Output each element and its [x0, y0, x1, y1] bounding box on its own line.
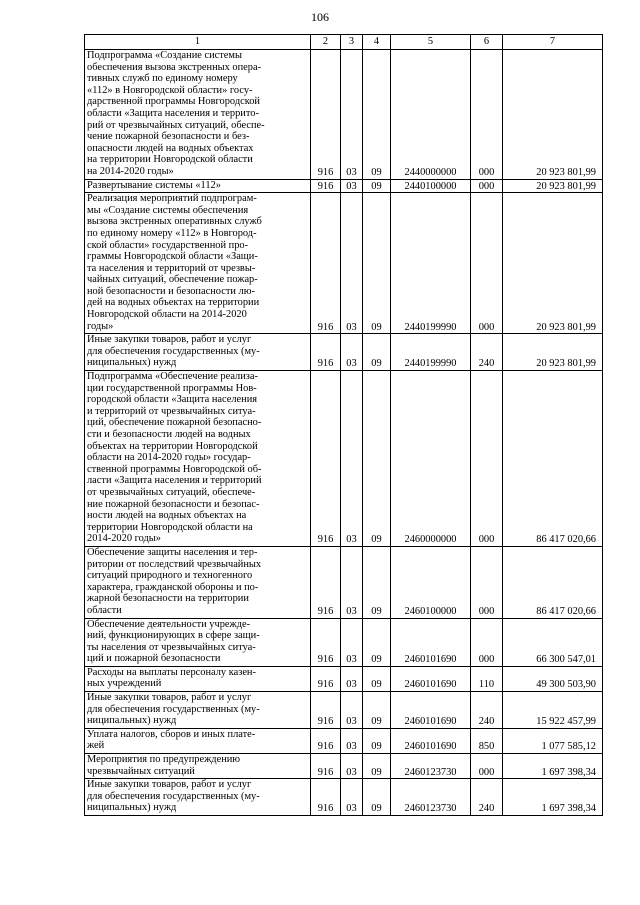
budget-table: [84, 34, 603, 816]
expense-name-line: характера, гражданской обороны и по-: [87, 581, 259, 593]
expense-name-line: на 2014-2020 годы»: [87, 165, 174, 177]
amount-cell: 1 697 398,34: [503, 754, 603, 779]
expense-name-cell: [85, 546, 311, 618]
expense-name-line: ной безопасности и безопасности лю-: [87, 285, 255, 297]
section-code-cell: 03: [341, 754, 363, 779]
amount-cell: 20 923 801,99: [503, 334, 603, 371]
expense-type-cell: 000: [471, 618, 503, 666]
expense-name-line: сти и безопасности людей на водных: [87, 429, 251, 440]
expense-name-cell: [85, 179, 311, 193]
amount-cell: 20 923 801,99: [503, 179, 603, 193]
expense-name-line: Иные закупки товаров, работ и услуг: [87, 334, 252, 346]
expense-name-line: чение пожарной безопасности и без-: [87, 131, 250, 143]
expense-name-line: ций, обеспечение пожарной безопасно-: [87, 417, 262, 429]
amount-cell: 49 300 503,90: [503, 666, 603, 691]
expense-type-cell: 000: [471, 754, 503, 779]
amount-cell: 1 697 398,34: [503, 779, 603, 816]
expense-name-line: Иные закупки товаров, работ и услуг: [87, 779, 252, 791]
expense-name-line: чрезвычайных ситуаций: [87, 765, 195, 777]
table-row: [85, 618, 603, 666]
expense-name-cell: [85, 692, 311, 729]
section-code-cell: 03: [341, 666, 363, 691]
expense-name-line: для обеспечения государственных (му-: [87, 703, 260, 715]
subsection-code-cell: 09: [363, 618, 391, 666]
subsection-code-cell: 09: [363, 371, 391, 547]
expense-name-line: области: [87, 604, 122, 616]
expense-type-cell: 240: [471, 692, 503, 729]
expense-name-line: Расходы на выплаты персоналу казен-: [87, 666, 256, 678]
subsection-code-cell: 09: [363, 50, 391, 180]
expense-name-line: ниципальных) нужд: [87, 357, 177, 369]
section-code-cell: 03: [341, 371, 363, 547]
table-row: [85, 334, 603, 371]
table-row: [85, 179, 603, 193]
column-header: 5: [391, 35, 471, 50]
table-row: [85, 546, 603, 618]
expense-name-line: годы»: [87, 320, 114, 332]
target-article-cell: 2460101690: [391, 692, 471, 729]
expense-name-line: 2014-2020 годы»: [87, 533, 161, 545]
ministry-code-cell: 916: [311, 779, 341, 816]
table-row: [85, 50, 603, 180]
expense-name-line: та населения и территорий от чрезвы-: [87, 262, 256, 274]
ministry-code-cell: 916: [311, 50, 341, 180]
expense-name-line: ласти «Защита населения и территорий: [87, 475, 262, 487]
expense-name-line: по единому номеру «112» в Новгород-: [87, 227, 257, 239]
expense-name-line: Подпрограмма «Создание системы: [87, 50, 242, 61]
expense-name-cell: [85, 728, 311, 753]
ministry-code-cell: 916: [311, 546, 341, 618]
amount-cell: 66 300 547,01: [503, 618, 603, 666]
table-row: [85, 779, 603, 816]
target-article-cell: 2460123730: [391, 779, 471, 816]
column-header: 7: [503, 35, 603, 50]
expense-type-cell: 850: [471, 728, 503, 753]
expense-name-line: ности людей на водных объектах на: [87, 510, 247, 522]
expense-name-line: для обеспечения государственных (му-: [87, 345, 260, 357]
expense-name-line: Обеспечение деятельности учрежде-: [87, 618, 251, 630]
expense-name-line: дей на водных объектах на территории: [87, 297, 260, 309]
target-article-cell: 2440199990: [391, 193, 471, 334]
ministry-code-cell: 916: [311, 334, 341, 371]
expense-name-line: ритории от последствий чрезвычайных: [87, 558, 262, 570]
subsection-code-cell: 09: [363, 692, 391, 729]
expense-name-line: ситуаций природного и техногенного: [87, 570, 253, 582]
table-row: [85, 666, 603, 691]
expense-name-cell: [85, 50, 311, 180]
section-code-cell: 03: [341, 334, 363, 371]
expense-name-line: ных учреждений: [87, 678, 162, 690]
expense-name-line: граммы Новгородской области «Защи-: [87, 251, 258, 263]
target-article-cell: 2460101690: [391, 728, 471, 753]
expense-name-line: чайных ситуаций, обеспечение пожар-: [87, 274, 258, 286]
table-row: [85, 371, 603, 547]
target-article-cell: 2460123730: [391, 754, 471, 779]
column-header: 1: [85, 35, 311, 50]
page-number: 106: [311, 10, 329, 24]
expense-name-cell: [85, 371, 311, 547]
column-header: 4: [363, 35, 391, 50]
section-code-cell: 03: [341, 618, 363, 666]
target-article-cell: 2460101690: [391, 666, 471, 691]
expense-name-cell: [85, 666, 311, 691]
expense-name-line: тивных служб по единому номеру: [87, 73, 238, 85]
expense-type-cell: 000: [471, 179, 503, 193]
expense-name-line: и территорий от чрезвычайных ситуа-: [87, 405, 256, 417]
expense-name-line: ской области» государственной про-: [87, 239, 249, 251]
table-row: [85, 692, 603, 729]
expense-name-line: на территории Новгородской области: [87, 154, 253, 166]
expense-type-cell: 000: [471, 193, 503, 334]
target-article-cell: 2440199990: [391, 334, 471, 371]
expense-name-line: ственной программы Новгородской об-: [87, 463, 262, 475]
ministry-code-cell: 916: [311, 754, 341, 779]
expense-name-line: ние пожарной безопасности и безопас-: [87, 498, 260, 510]
expense-name-line: рий от чрезвычайных ситуаций, обеспе-: [87, 119, 265, 131]
ministry-code-cell: 916: [311, 618, 341, 666]
ministry-code-cell: 916: [311, 193, 341, 334]
expense-name-line: ниципальных) нужд: [87, 715, 177, 727]
expense-name-line: «112» в Новгородской области» госу-: [87, 84, 253, 96]
expense-name-line: территории Новгородской области на: [87, 521, 253, 533]
target-article-cell: 2460000000: [391, 371, 471, 547]
expense-name-line: ний, функционирующих в сфере защи-: [87, 630, 260, 642]
expense-name-line: городской области «Защита населения: [87, 394, 258, 406]
expense-name-line: от чрезвычайных ситуаций, обеспече-: [87, 486, 256, 498]
target-article-cell: 2440100000: [391, 179, 471, 193]
expense-type-cell: 000: [471, 371, 503, 547]
expense-name-cell: [85, 754, 311, 779]
expense-name-line: ций и пожарной безопасности: [87, 653, 221, 665]
expense-name-line: жарной безопасности на территории: [87, 593, 249, 605]
section-code-cell: 03: [341, 779, 363, 816]
subsection-code-cell: 09: [363, 666, 391, 691]
expense-name-line: Обеспечение защиты населения и тер-: [87, 546, 258, 558]
section-code-cell: 03: [341, 692, 363, 729]
subsection-code-cell: 09: [363, 193, 391, 334]
subsection-code-cell: 09: [363, 754, 391, 779]
subsection-code-cell: 09: [363, 179, 391, 193]
ministry-code-cell: 916: [311, 666, 341, 691]
table-row: [85, 728, 603, 753]
target-article-cell: 2460101690: [391, 618, 471, 666]
expense-name-line: области «Защита населения и террито-: [87, 107, 259, 119]
expense-name-line: Новгородской области на 2014-2020: [87, 309, 247, 321]
target-article-cell: 2440000000: [391, 50, 471, 180]
subsection-code-cell: 09: [363, 334, 391, 371]
target-article-cell: 2460100000: [391, 546, 471, 618]
expense-name-line: ции государственной программы Нов-: [87, 382, 257, 394]
expense-name-line: ты населения от чрезвычайных ситуа-: [87, 641, 256, 653]
expense-name-cell: [85, 618, 311, 666]
expense-name-line: Уплата налогов, сборов и иных плате-: [87, 728, 256, 740]
expense-name-line: Мероприятия по предупреждению: [87, 754, 241, 766]
expense-name-cell: [85, 779, 311, 816]
column-header-row: [85, 35, 603, 50]
amount-cell: 86 417 020,66: [503, 546, 603, 618]
amount-cell: 86 417 020,66: [503, 371, 603, 547]
expense-name-line: опасности людей на водных объектах: [87, 142, 254, 154]
expense-name-cell: [85, 334, 311, 371]
ministry-code-cell: 916: [311, 179, 341, 193]
section-code-cell: 03: [341, 179, 363, 193]
expense-name-line: вызова экстренных оперативных служб: [87, 216, 262, 228]
column-header: 6: [471, 35, 503, 50]
expense-name-line: Развертывание системы «112»: [87, 179, 221, 191]
ministry-code-cell: 916: [311, 692, 341, 729]
amount-cell: 20 923 801,99: [503, 50, 603, 180]
section-code-cell: 03: [341, 728, 363, 753]
ministry-code-cell: 916: [311, 728, 341, 753]
amount-cell: 20 923 801,99: [503, 193, 603, 334]
subsection-code-cell: 09: [363, 546, 391, 618]
expense-name-line: Иные закупки товаров, работ и услуг: [87, 692, 252, 704]
subsection-code-cell: 09: [363, 728, 391, 753]
section-code-cell: 03: [341, 193, 363, 334]
expense-name-line: мы «Создание системы обеспечения: [87, 204, 249, 216]
subsection-code-cell: 09: [363, 779, 391, 816]
expense-type-cell: 110: [471, 666, 503, 691]
expense-name-line: ниципальных) нужд: [87, 802, 177, 814]
expense-name-line: области на 2014-2020 годы» государ-: [87, 452, 251, 464]
ministry-code-cell: 916: [311, 371, 341, 547]
expense-name-line: объектах на территории Новгородской: [87, 440, 258, 452]
expense-type-cell: 000: [471, 546, 503, 618]
section-code-cell: 03: [341, 50, 363, 180]
table-body: [85, 50, 603, 816]
table-row: [85, 754, 603, 779]
expense-name-line: дарственной программы Новгородской: [87, 96, 260, 108]
expense-name-cell: [85, 193, 311, 334]
column-header: 3: [341, 35, 363, 50]
expense-name-line: Реализация мероприятий подпрограм-: [87, 193, 257, 205]
expense-name-line: Подпрограмма «Обеспечение реализа-: [87, 371, 258, 383]
expense-type-cell: 240: [471, 779, 503, 816]
table-row: [85, 193, 603, 334]
section-code-cell: 03: [341, 546, 363, 618]
amount-cell: 15 922 457,99: [503, 692, 603, 729]
expense-name-line: для обеспечения государственных (му-: [87, 790, 260, 802]
expense-name-line: обеспечения вызова экстренных опера-: [87, 61, 262, 73]
expense-type-cell: 000: [471, 50, 503, 180]
expense-type-cell: 240: [471, 334, 503, 371]
expense-name-line: жей: [87, 740, 105, 752]
column-header: 2: [311, 35, 341, 50]
amount-cell: 1 077 585,12: [503, 728, 603, 753]
